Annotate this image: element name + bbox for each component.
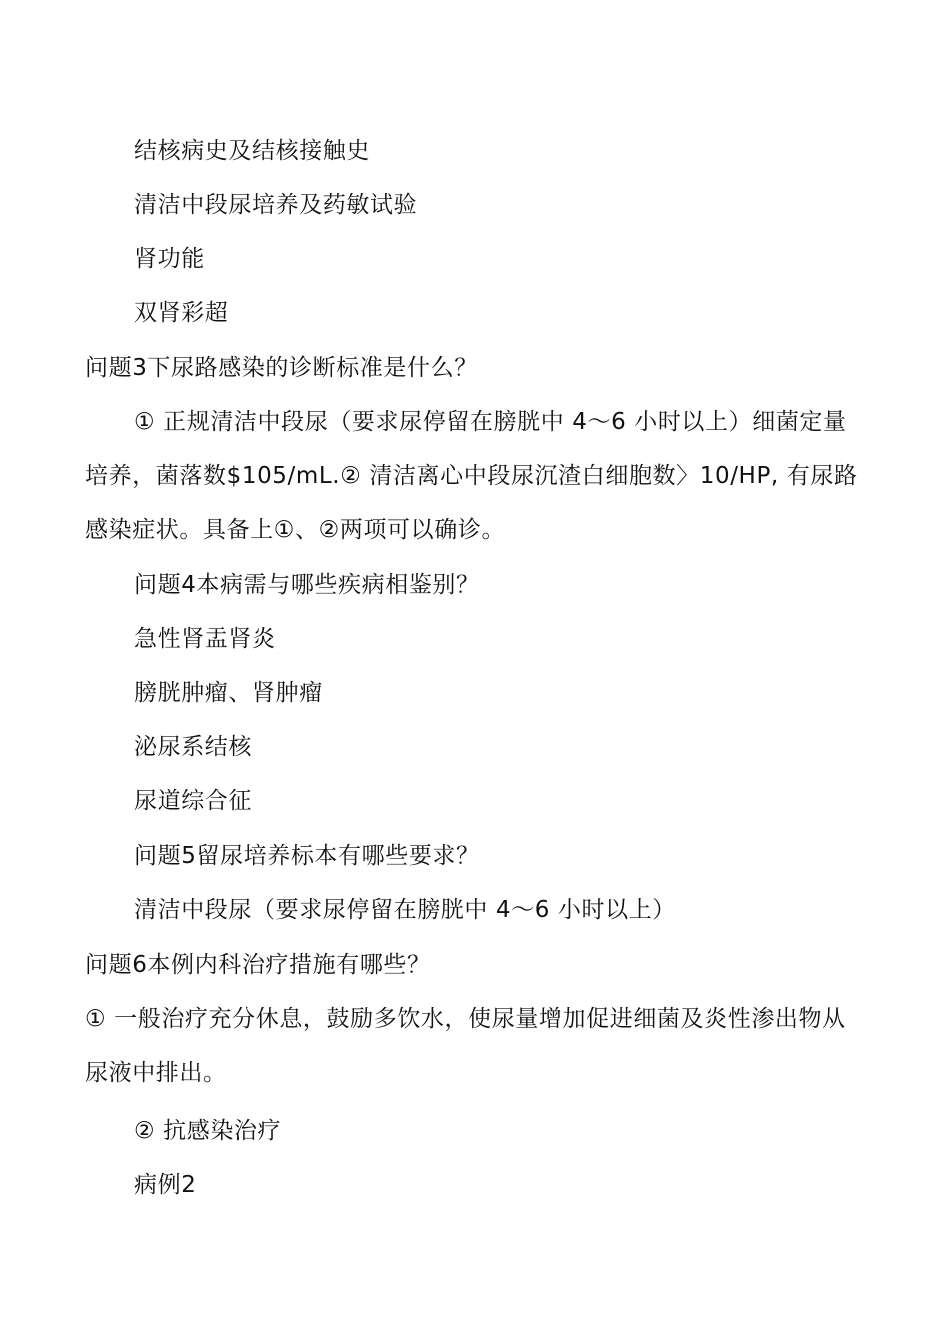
case-heading: 病例2 (134, 1172, 197, 1198)
text-line: 感染症状。具备上①、②两项可以确诊。 (85, 517, 506, 543)
text-line: 双肾彩超 (134, 300, 229, 326)
text-line: ① 一般治疗充分休息，鼓励多饮水，使尿量增加促进细菌及炎性渗出物从 (85, 1006, 846, 1032)
question-heading: 问题4本病需与哪些疾病相鉴别？ (134, 572, 480, 598)
text-line: 肾功能 (134, 246, 205, 272)
text-line: 结核病史及结核接触史 (134, 138, 370, 164)
list-item: 泌尿系结核 (134, 734, 252, 760)
list-item: 急性肾盂肾炎 (134, 626, 276, 652)
text-line: 清洁中段尿（要求尿停留在膀胱中 4〜6 小时以上） (134, 897, 676, 923)
text-line: 清洁中段尿培养及药敏试验 (134, 192, 418, 218)
text-line: 尿液中排出。 (85, 1060, 227, 1086)
text-line: ① 正规清洁中段尿（要求尿停留在膀胱中 4〜6 小时以上）细菌定量 (134, 409, 847, 435)
question-heading: 问题5留尿培养标本有哪些要求？ (134, 843, 480, 869)
text-line: ② 抗感染治疗 (134, 1118, 282, 1144)
question-heading: 问题3下尿路感染的诊断标准是什么？ (85, 355, 478, 381)
question-heading: 问题6本例内科治疗措施有哪些？ (85, 952, 431, 978)
list-item: 膀胱肿瘤、肾肿瘤 (134, 680, 323, 706)
list-item: 尿道综合征 (134, 788, 252, 814)
text-line: 培养，菌落数$105/mL.② 清洁离心中段尿沉渣白细胞数〉10/HP, 有尿路 (85, 463, 858, 489)
